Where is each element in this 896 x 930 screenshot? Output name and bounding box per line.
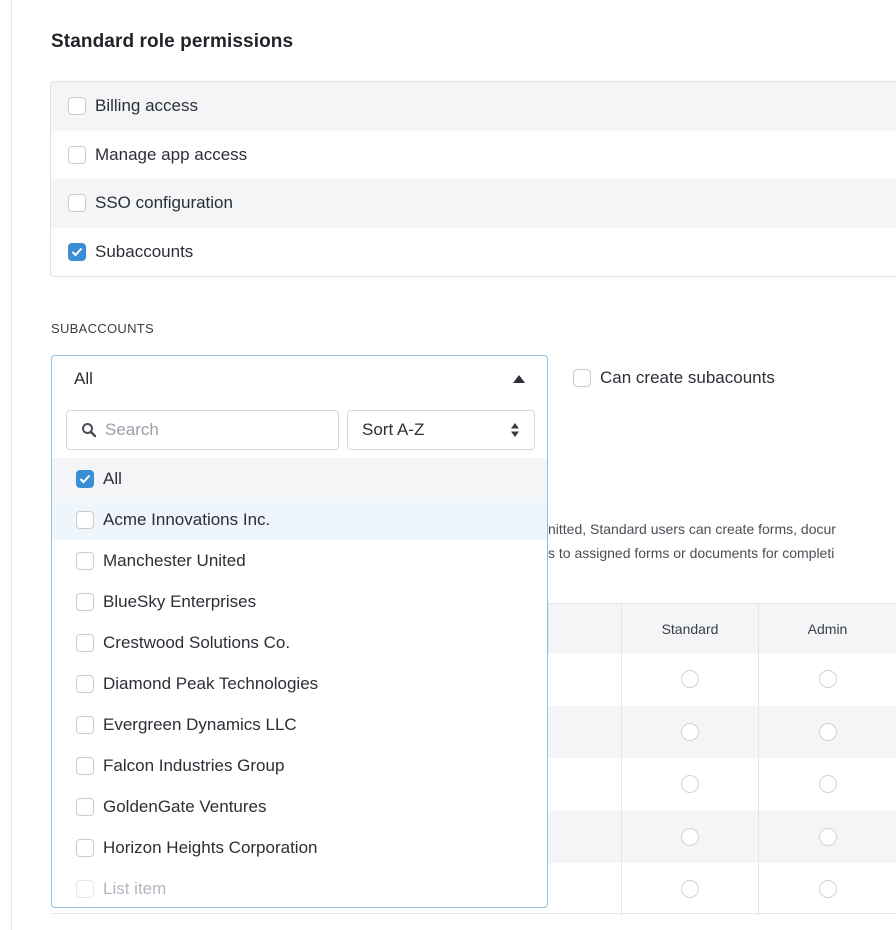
option-all[interactable]	[52, 458, 547, 499]
checkbox-icon[interactable]	[76, 716, 94, 734]
table-row	[548, 863, 896, 916]
sort-arrows-icon	[510, 422, 520, 438]
table-header	[548, 603, 896, 653]
checkbox-icon[interactable]	[76, 552, 94, 570]
can-create-label: Can create subacounts	[600, 368, 775, 387]
option-item[interactable]	[52, 786, 547, 827]
search-input[interactable]	[105, 420, 325, 440]
radio-button[interactable]	[819, 670, 837, 688]
select-value: All	[74, 369, 93, 388]
radio-button[interactable]	[819, 828, 837, 846]
checkbox-icon[interactable]	[68, 97, 86, 115]
radio-button[interactable]	[819, 880, 837, 898]
subaccounts-section-label: SUBACCOUNTS	[51, 321, 154, 336]
role-table	[548, 603, 896, 916]
sort-select[interactable]	[347, 410, 535, 450]
option-label: BlueSky Enterprises	[103, 591, 257, 611]
permission-label: Manage app access	[95, 144, 248, 164]
option-item[interactable]	[52, 827, 547, 868]
checkbox-icon[interactable]	[68, 194, 86, 212]
checkbox-icon[interactable]	[76, 757, 94, 775]
page-left-border	[11, 0, 12, 930]
checkbox-icon[interactable]	[68, 146, 86, 164]
option-item[interactable]	[52, 745, 547, 786]
option-item[interactable]	[52, 868, 547, 908]
section-title: Standard role permissions	[51, 31, 294, 52]
radio-button[interactable]	[681, 828, 699, 846]
checkbox-icon[interactable]	[76, 798, 94, 816]
sort-label: Sort A-Z	[362, 420, 425, 439]
permissions-list	[50, 81, 896, 277]
table-row	[548, 758, 896, 811]
checkbox-icon[interactable]	[573, 369, 591, 387]
subaccounts-dropdown-panel	[51, 402, 548, 908]
option-item[interactable]	[52, 622, 547, 663]
permission-sso-configuration[interactable]	[51, 179, 896, 228]
checkbox-icon[interactable]	[76, 839, 94, 857]
checkbox-checked-icon[interactable]	[68, 243, 86, 261]
subaccounts-select[interactable]	[51, 355, 548, 403]
radio-button[interactable]	[681, 775, 699, 793]
radio-button[interactable]	[819, 723, 837, 741]
option-item[interactable]	[52, 581, 547, 622]
permission-subaccounts[interactable]	[51, 228, 896, 277]
checkbox-icon[interactable]	[76, 511, 94, 529]
permission-label: Subaccounts	[95, 241, 194, 261]
checkbox-icon[interactable]	[76, 675, 94, 693]
role-description-line: nitted, Standard users can create forms, docur	[548, 521, 836, 537]
caret-up-icon	[513, 375, 525, 383]
permission-billing-access[interactable]	[51, 82, 896, 131]
permission-label: Billing access	[95, 96, 198, 116]
option-list	[52, 458, 547, 908]
option-label: Horizon Heights Corporation	[103, 837, 318, 857]
table-bottom-border	[51, 913, 896, 914]
checkbox-icon[interactable]	[76, 880, 94, 898]
option-item[interactable]	[52, 704, 547, 745]
search-field[interactable]	[66, 410, 339, 450]
option-label: Acme Innovations Inc.	[103, 509, 271, 529]
option-label: Falcon Industries Group	[103, 755, 285, 775]
permission-label: SSO configuration	[95, 193, 233, 213]
radio-button[interactable]	[681, 723, 699, 741]
permission-manage-app-access[interactable]	[51, 131, 896, 180]
table-header-cell	[548, 604, 621, 653]
checkbox-icon[interactable]	[76, 634, 94, 652]
checkbox-checked-icon[interactable]	[76, 470, 94, 488]
checkbox-icon[interactable]	[76, 593, 94, 611]
option-label: List item	[103, 878, 167, 898]
column-admin: Admin	[758, 604, 896, 653]
search-icon	[81, 422, 97, 438]
option-item[interactable]	[52, 663, 547, 704]
option-label: Crestwood Solutions Co.	[103, 632, 291, 652]
can-create-subaccounts-checkbox[interactable]	[573, 368, 775, 388]
option-label: GoldenGate Ventures	[103, 796, 267, 816]
column-standard: Standard	[621, 604, 758, 653]
option-label: Diamond Peak Technologies	[103, 673, 319, 693]
role-description-line: s to assigned forms or documents for completi	[548, 545, 835, 561]
radio-button[interactable]	[681, 670, 699, 688]
table-row	[548, 653, 896, 706]
option-label: All	[103, 468, 122, 488]
option-label: Evergreen Dynamics LLC	[103, 714, 297, 734]
option-item[interactable]	[52, 499, 547, 540]
table-row	[548, 706, 896, 759]
option-label: Manchester United	[103, 550, 246, 570]
table-row	[548, 811, 896, 864]
option-item[interactable]	[52, 540, 547, 581]
radio-button[interactable]	[681, 880, 699, 898]
radio-button[interactable]	[819, 775, 837, 793]
